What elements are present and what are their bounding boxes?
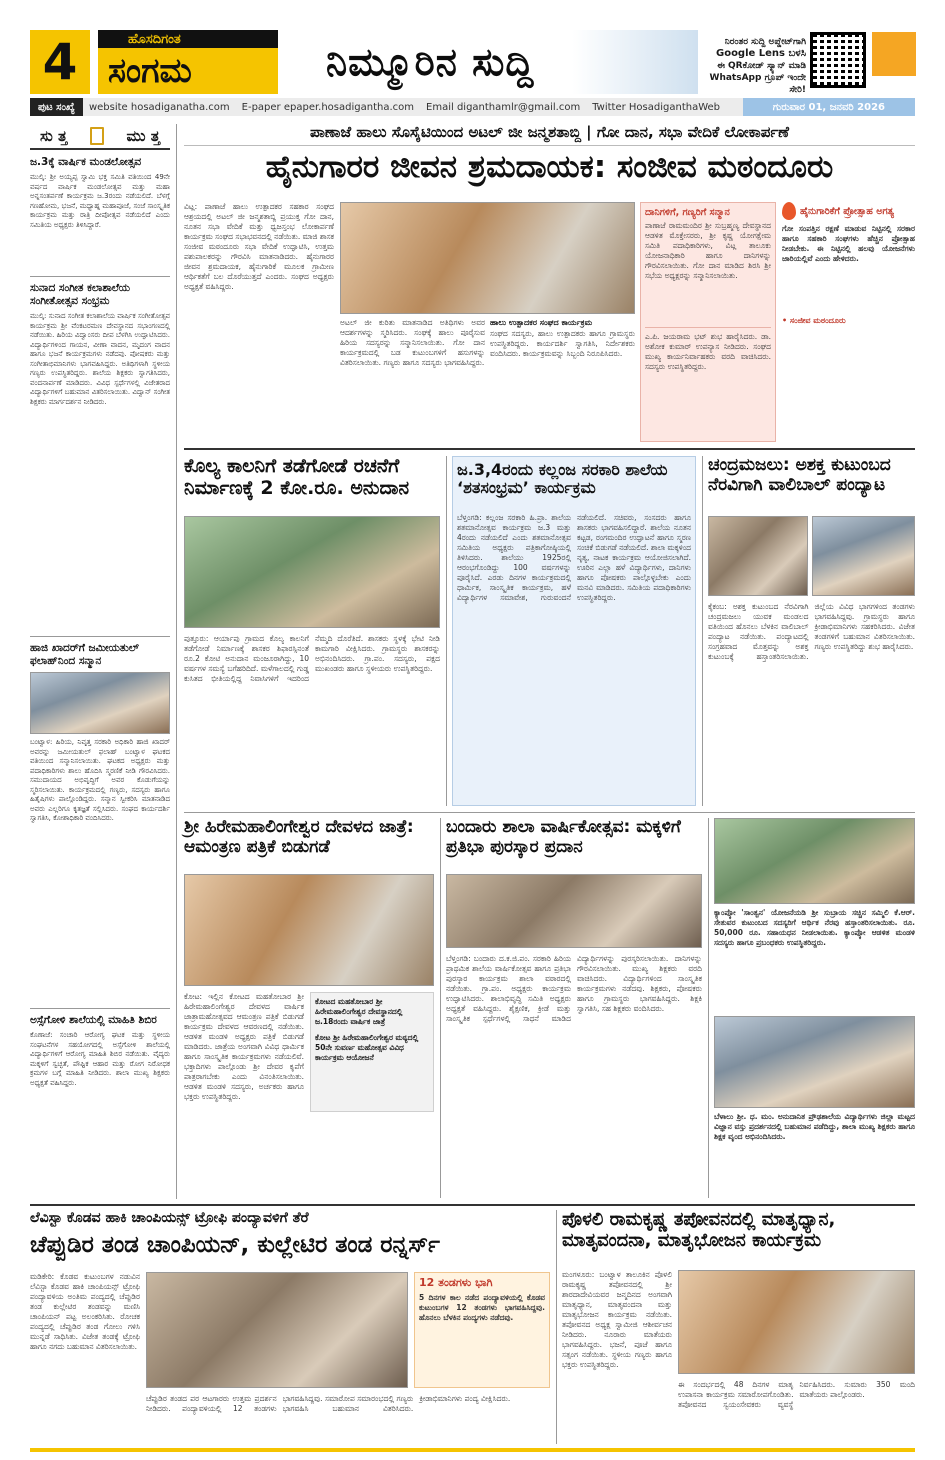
story8-box-title: 12 ತಂಡಗಳು ಭಾಗಿ [419, 1276, 493, 1289]
story3-headline: ಜ.3,4ರಂದು ಕಲ್ಲಂಜ ಸರಕಾರಿ ಶಾಲೆಯ ‘ಶತಸಂಭ್ರಮ’ ಕಾರ್ಯಕ್ರಮ [457, 460, 668, 498]
lead-photo [340, 202, 635, 314]
story9-body: ಮಂಗಳೂರು: ಬಂಟ್ವಾಳ ತಾಲೂಕಿನ ಪೊಳಲಿ ರಾಮಕೃಷ್ಣ ತಪೋವನದಲ್ಲಿ ಶ್ರೀ ಶಾರದಾದೇವಿಯವರ ಜನ್ಮದಿನದ ಅಂಗವಾಗಿ ಮಾತೃಧ್ಯಾನ, ಮಾತೃವಂದನಾ ಮತ್ತು ಮಾತೃಭೋಜನ ಕಾರ್ಯಕ್ರಮ ನಡೆಯಿತು. ತಪೋವನದ ಅಧ್ಯಕ್ಷ ಸ್ವಾಮೀಜಿ ಆಶೀರ್ವಚನ ನೀಡಿದರು. ನೂರಾರು ಮಾತೆಯರು ಭಾಗವಹಿಸಿದ್ದರು. ಭಜನೆ, ಪೂಜೆ ಹಾಗೂ ಸತ್ಸಂಗ ನಡೆಯಿತು. ಸ್ಥಳೀಯ ಗಣ್ಯರು ಹಾಗೂ ಭಕ್ತರು ಉಪಸ್ಥಿತರಿದ್ದರು. [562, 1270, 672, 1369]
story3-box [452, 456, 696, 806]
story8-box [414, 1272, 550, 1388]
sidebar-headline: ಜ.3ಕ್ಕೆ ವಾರ್ಷಿಕ ಮಂಡಲೋತ್ಸವ [30, 156, 142, 168]
col-rule [440, 818, 441, 1198]
qr-line: ನಿರಂತರ ಸುದ್ದಿ ಅಪ್ಡೇಟ್‌ಗಾಗಿ [724, 37, 806, 47]
qr-promo-text [690, 36, 806, 96]
sidebox-body: ಪಾಣಾಜೆ ರಾಮಮಂದಿರ ಶ್ರೀ ಸುಬ್ರಹ್ಮಣ್ಯ ದೇವಸ್ಥಾನದ ಆಡಳಿತ ಮೊಕ್ತೇಸರರು, ಶ್ರೀ ಕೃಷ್ಣ ಯೋಗಕ್ಷೇಮ ಸಮಿತಿ ಪದಾಧಿಕಾರಿಗಳು, ವಿಟ್ಲ ತಾಲೂಕು ಯೋಜನಾಧಿಕಾರಿ ಹಾಗೂ ದಾನಿಗಳನ್ನು ಗೌರವಿಸಲಾಯಿತು. ಗೋ ದಾನ ಮಾಡಿದ ಶಿರಸಿ ಶ್ರೀ ಸಭೆಯ ಅಧ್ಯಕ್ಷರನ್ನು ಸನ್ಮಾನಿಸಲಾಯಿತು. [645, 221, 771, 280]
qr-line: ಈ QRಕೋಡ್ ಸ್ಕ್ಯಾನ್ ಮಾಡಿ [717, 61, 806, 71]
story5-photo [184, 874, 434, 986]
story8-box-body: 5 ದಿನಗಳ ಕಾಲ ನಡೆದ ಪಂದ್ಯಾವಳಿಯಲ್ಲಿ ಕೊಡವ ಕುಟುಂಬಗಳ 12 ತಂಡಗಳು ಭಾಗವಹಿಸಿದ್ದವು. ಹೊನಲು ಬೆಳಕಿನ ಪಂದ್ಯಗಳು ನಡೆದವು. [419, 1292, 545, 1322]
qr-code-icon[interactable] [810, 32, 866, 88]
lead-sidebox [640, 202, 776, 442]
qr-line: WhatsApp ಗ್ರೂಪ್ ಇಂದೇ ಸೇರಿ! [709, 73, 806, 95]
epaper-link[interactable]: E-paper epaper.hosadigantha.com [241, 101, 415, 113]
col-rule [556, 1210, 557, 1444]
story2-photo [184, 516, 440, 628]
story5-box-item: ಕೋಟ ಶ್ರೀ ಹಿರೇಮಹಾಲಿಂಗೇಶ್ವರ ಮಠ್ಯದಲ್ಲಿ 50ನೇ ಸುವರ್ಣ ಮಹೋತ್ಸವ ವಿವಿಧ ಕಾರ್ಯಕ್ರಮ ಆಯೋಜನೆ [315, 1033, 419, 1062]
story3-body: ಬೆಳ್ತಂಗಡಿ: ಕಲ್ಲಂಜ ಸರಕಾರಿ ಹಿ.ಪ್ರಾ. ಶಾಲೆಯ ಶತಮಾನೋತ್ಸವ ಕಾರ್ಯಕ್ರಮ ಜ.3 ಮತ್ತು 4ರಂದು ನಡೆಯಲಿದೆ ಎಂದು ಶತಮಾನೋತ್ಸವ ಸಮಿತಿಯ ಅಧ್ಯಕ್ಷರು ಪತ್ರಿಕಾಗೋಷ್ಠಿಯಲ್ಲಿ ತಿಳಿಸಿದರು. ಶಾಲೆಯು 1925ರಲ್ಲಿ ಆರಂಭಗೊಂಡಿದ್ದು 100 ವರ್ಷಗಳನ್ನು ಪೂರೈಸಿದೆ. ಎರಡು ದಿನಗಳ ಕಾರ್ಯಕ್ರಮದಲ್ಲಿ ಧಾರ್ಮಿಕ, ಸಾಂಸ್ಕೃತಿಕ ಕಾರ್ಯಕ್ರಮ, ಹಳೆ ವಿದ್ಯಾರ್ಥಿಗಳ ಸಮಾವೇಶ, ಗುರುವಂದನೆ ನಡೆಯಲಿದೆ. ಸಚಿವರು, ಸಂಸದರು ಹಾಗೂ ಶಾಸಕರು ಭಾಗವಹಿಸಲಿದ್ದಾರೆ. ಶಾಲೆಯ ನೂತನ ಕಟ್ಟಡ, ರಂಗಮಂದಿರ ಉದ್ಘಾಟನೆ ಹಾಗೂ ಸ್ಮರಣ ಸಂಚಿಕೆ ಬಿಡುಗಡೆ ನಡೆಯಲಿದೆ. ಶಾಲಾ ಮಕ್ಕಳಿಂದ ನೃತ್ಯ, ನಾಟಕ ಕಾರ್ಯಕ್ರಮ ಆಯೋಜಿಸಲಾಗಿದೆ. ಊರಿನ ಎಲ್ಲಾ ಹಳೆ ವಿದ್ಯಾರ್ಥಿಗಳು, ದಾನಿಗಳು ಹಾಗೂ ಪೋಷಕರು ಪಾಲ್ಗೊಳ್ಳಬೇಕು ಎಂದು ಮನವಿ ಮಾಡಿದರು. ಸಮಿತಿಯ ಪದಾಧಿಕಾರಿಗಳು ಉಪಸ್ಥಿತರಿದ್ದರು. [457, 513, 691, 602]
story2-headline: ಕೊಲ್ಯ ಕಾಲನಿಗೆ ತಡೆಗೋಡೆ ರಚನೆಗೆ ನಿರ್ಮಾಣಕ್ಕೆ 2 ಕೋ.ರೂ. ಅನುದಾನ [184, 455, 410, 499]
story8-kicker: ಲೆವಿಸ್ಟಾ ಕೊಡವ ಹಾಕಿ ಚಾಂಪಿಯನ್ಸ್ ಟ್ರೋಫಿ ಪಂದ್ಯಾವಳಿಗೆ ತೆರೆ [30, 1210, 309, 1226]
divider [30, 1204, 915, 1206]
story4-photo [812, 516, 915, 596]
footer-band [30, 1448, 915, 1452]
quote-body: ಗೋ ಸಂಪತ್ತಿನ ರಕ್ಷಣೆ ಮಾಡುವ ನಿಟ್ಟಿನಲ್ಲಿ ಸರಕಾರ ಹಾಗೂ ಸಹಕಾರಿ ಸಂಘಗಳು ಹೆಚ್ಚಿನ ಪ್ರೋತ್ಸಾಹ ನೀಡಬೇಕು. ಈ ನಿಟ್ಟಿನಲ್ಲಿ ಹಲವು ಯೋಜನೆಗಳು ಜಾರಿಯಲ್ಲಿವೆ ಎಂದು ಹೇಳಿದರು. [782, 224, 915, 263]
story7-photo [714, 818, 915, 904]
divider [30, 276, 170, 277]
story7-caption: ಬೆಳಾಲು ಶ್ರೀ. ಧ. ಮಂ. ಅನುದಾನಿತ ಪ್ರೌಢಶಾಲೆಯ ವಿದ್ಯಾರ್ಥಿಗಳು ಜಿಲ್ಲಾ ಮಟ್ಟದ ವಿಜ್ಞಾನ ವಸ್ತು ಪ್ರದರ್ಶನದಲ್ಲಿ ಬಹುಮಾನ ಪಡೆದಿದ್ದು, ಶಾಲಾ ಮುಖ್ಯ ಶಿಕ್ಷಕರು ಹಾಗೂ ಶಿಕ್ಷಕ ವೃಂದ ಅಭಿನಂದಿಸಿದರು. [714, 1112, 915, 1141]
lead-caption: ಹಾಲು ಉತ್ಪಾದಕರ ಸಂಘದ ಕಾರ್ಯಕ್ರಮ [490, 318, 593, 327]
divider [184, 448, 915, 450]
qr-line: Google Lens ಬಳಸಿ [715, 48, 806, 59]
masthead: ನಿಮ್ಮೂರಿನ ಸುದ್ದಿ [278, 30, 698, 94]
brand-top: ಹೊಸದಿಗಂತ [98, 30, 278, 48]
email-link[interactable]: Email diganthamlr@gmail.com [426, 101, 581, 113]
col-rule [702, 456, 703, 806]
page-number: 4 [42, 33, 78, 91]
divider [30, 636, 170, 637]
story8-photo [146, 1272, 408, 1388]
info-bar [30, 98, 915, 116]
quote-credit: • ಸಂಜೀವ ಮಠಂದೂರು [782, 316, 846, 325]
story6-body: ಬೆಳ್ತಂಗಡಿ: ಬಂದಾರು ದ.ಕ.ಜಿ.ಪಂ. ಸರಕಾರಿ ಹಿರಿಯ ಪ್ರಾಥಮಿಕ ಶಾಲೆಯ ವಾರ್ಷಿಕೋತ್ಸವ ಹಾಗೂ ಪ್ರತಿಭಾ ಪುರಸ್ಕಾರ ಕಾರ್ಯಕ್ರಮ ಶಾಲಾ ವಠಾರದಲ್ಲಿ ನಡೆಯಿತು. ಗ್ರಾ.ಪಂ. ಅಧ್ಯಕ್ಷರು ಕಾರ್ಯಕ್ರಮ ಉದ್ಘಾಟಿಸಿದರು. ಶಾಲಾಭಿವೃದ್ಧಿ ಸಮಿತಿ ಅಧ್ಯಕ್ಷರು ಅಧ್ಯಕ್ಷತೆ ವಹಿಸಿದ್ದರು. ಶೈಕ್ಷಣಿಕ, ಕ್ರೀಡೆ ಮತ್ತು ಸಾಂಸ್ಕೃತಿಕ ಸ್ಪರ್ಧೆಗಳಲ್ಲಿ ಸಾಧನೆ ಮಾಡಿದ ವಿದ್ಯಾರ್ಥಿಗಳನ್ನು ಪುರಸ್ಕರಿಸಲಾಯಿತು. ದಾನಿಗಳನ್ನು ಗೌರವಿಸಲಾಯಿತು. ಮುಖ್ಯ ಶಿಕ್ಷಕರು ವರದಿ ವಾಚಿಸಿದರು. ವಿದ್ಯಾರ್ಥಿಗಳಿಂದ ಸಾಂಸ್ಕೃತಿಕ ಕಾರ್ಯಕ್ರಮಗಳು ನಡೆದವು. ಶಿಕ್ಷಕರು, ಪೋಷಕರು ಹಾಗೂ ಗ್ರಾಮಸ್ಥರು ಭಾಗವಹಿಸಿದ್ದರು. ಶಿಕ್ಷಕಿ ಸ್ವಾಗತಿಸಿ, ಸಹ ಶಿಕ್ಷಕರು ವಂದಿಸಿದರು. [446, 954, 702, 1023]
story8-body: ಮಡಿಕೇರಿ: ಕೊಡವ ಕುಟುಂಬಗಳ ನಡುವಿನ ಲೆವಿಸ್ಟಾ ಕೊಡವ ಹಾಕಿ ಚಾಂಪಿಯನ್ಸ್ ಟ್ರೋಫಿ ಪಂದ್ಯಾವಳಿಯ ಅಂತಿಮ ಪಂದ್ಯದಲ್ಲಿ ಚೆಪ್ಪುಡಿರ ತಂಡ ಕುಲ್ಲೇಟಿರ ತಂಡವನ್ನು ಮಣಿಸಿ ಚಾಂಪಿಯನ್ ಪಟ್ಟ ಅಲಂಕರಿಸಿತು. ರೋಚಕ ಪಂದ್ಯದಲ್ಲಿ ಚೆಪ್ಪುಡಿರ ತಂಡ ಗೋಲು ಗಳಿಸಿ ಮುನ್ನಡೆ ಸಾಧಿಸಿತು. ವಿಜೇತ ತಂಡಕ್ಕೆ ಟ್ರೋಫಿ ಹಾಗೂ ನಗದು ಬಹುಮಾನ ವಿತರಿಸಲಾಯಿತು. [30, 1272, 140, 1351]
story6-headline: ಬಂದಾರು ಶಾಲಾ ವಾರ್ಷಿಕೋತ್ಸವ: ಮಕ್ಕಳಿಗೆ ಪ್ರತಿಭಾ ಪುರಸ್ಕಾರ ಪ್ರದಾನ [446, 817, 681, 857]
lead-body-left: ವಿಟ್ಲ: ಪಾಣಾಜೆ ಹಾಲು ಉತ್ಪಾದಕರ ಸಹಕಾರ ಸಂಘದ ಆಶ್ರಯದಲ್ಲಿ ಅಟಲ್ ಜೀ ಜನ್ಮಶತಾಬ್ದಿ ಪ್ರಯುಕ್ತ ಗೋ ದಾನ, ನೂತನ ಸಭಾ ವೇದಿಕೆ ಮತ್ತು ಧ್ವಜಸ್ತಂಭ ಲೋಕಾರ್ಪಣೆ ಕಾರ್ಯಕ್ರಮ ಸಂಘದ ಸಭಾಭವನದಲ್ಲಿ ನಡೆಯಿತು. ಮಾಜಿ ಶಾಸಕ ಸಂಜೀವ ಮಠಂದೂರು ಸಭಾ ವೇದಿಕೆ ಉದ್ಘಾಟಿಸಿ, ಉತ್ತಮ ಪಶುಪಾಲಕರನ್ನು ಗೌರವಿಸಿ ಮಾತನಾಡಿದರು. ಹೈನುಗಾರರ ಜೀವನ ಶ್ರಮದಾಯಕ, ಹೈನುಗಾರಿಕೆ ಮೂಲಕ ಗ್ರಾಮೀಣ ಆರ್ಥಿಕತೆಗೆ ಬಲ ದೊರೆಯುತ್ತದೆ ಎಂದರು. ಸಂಘದ ಅಧ್ಯಕ್ಷರು ಅಧ್ಯಕ್ಷತೆ ವಹಿಸಿದ್ದರು. [184, 202, 334, 291]
divider [30, 1008, 170, 1009]
col-rule [708, 818, 709, 1198]
twitter-link[interactable]: Twitter HosadiganthaWeb [592, 101, 721, 113]
story6-photo [446, 874, 702, 948]
story4-body: ಕೈಕಂಬ: ಅಶಕ್ತ ಕುಟುಂಬದ ನೆರವಿಗಾಗಿ ಚಂದ್ರಮಜಲು ಯುವಕ ಮಂಡಲದ ವತಿಯಿಂದ ಹೊನಲು ಬೆಳಕಿನ ವಾಲಿಬಾಲ್ ಪಂದ್ಯಾಟ ನಡೆಯಿತು. ಪಂದ್ಯಾಟದಲ್ಲಿ ಸಂಗ್ರಹವಾದ ಮೊತ್ತವನ್ನು ಅಶಕ್ತ ಕುಟುಂಬಕ್ಕೆ ಹಸ್ತಾಂತರಿಸಲಾಯಿತು. ಜಿಲ್ಲೆಯ ವಿವಿಧ ಭಾಗಗಳಿಂದ ತಂಡಗಳು ಭಾಗವಹಿಸಿದ್ದವು. ಗ್ರಾಮಸ್ಥರು ಹಾಗೂ ಕ್ರೀಡಾಭಿಮಾನಿಗಳು ಸಹಕರಿಸಿದರು. ವಿಜೇತ ತಂಡಗಳಿಗೆ ಬಹುಮಾನ ವಿತರಿಸಲಾಯಿತು. ಗಣ್ಯರು ಉಪಸ್ಥಿತರಿದ್ದು ಶುಭ ಹಾರೈಸಿದರು. [708, 602, 915, 661]
story4-headline: ಚಂದ್ರಮಜಲು: ಅಶಕ್ತ ಕುಟುಂಬದ ನೆರವಿಗಾಗಿ ವಾಲಿಬಾಲ್ ಪಂದ್ಯಾಟ [708, 455, 891, 495]
lead-caption-col [490, 318, 635, 441]
lead-quote [782, 202, 915, 442]
story5-box [310, 992, 434, 1112]
sidebar-body: ಕೊಣಾಜೆ: ಸಂಚಾರಿ ಆರೋಗ್ಯ ಘಟಕ ಮತ್ತು ಸ್ಥಳೀಯ ಸಂಘಟನೆಗಳ ಸಹಯೋಗದಲ್ಲಿ ಅಸ್ಸೆಗೋಳಿ ಶಾಲೆಯಲ್ಲಿ ವಿದ್ಯಾರ್ಥಿಗಳಿಗೆ ಆರೋಗ್ಯ ಮಾಹಿತಿ ಶಿಬಿರ ನಡೆಯಿತು. ವೈದ್ಯರು ಮಕ್ಕಳಿಗೆ ಸ್ವಚ್ಛತೆ, ಪೌಷ್ಟಿಕ ಆಹಾರ ಮತ್ತು ರೋಗ ನಿರೋಧಕ ಕ್ರಮಗಳ ಬಗ್ಗೆ ಮಾಹಿತಿ ನೀಡಿದರು. ಶಾಲಾ ಮುಖ್ಯ ಶಿಕ್ಷಕರು ಅಧ್ಯಕ್ಷತೆ ವಹಿಸಿದ್ದರು. [30, 1031, 170, 1087]
divider [184, 812, 915, 813]
quote-title: ಹೈನುಗಾರಿಕೆಗೆ ಪ್ರೋತ್ಸಾಹ ಅಗತ್ಯ [800, 205, 894, 217]
story4-photo [708, 516, 808, 596]
sidebar-headline: ಹಾಜಿ ಖಾದರ್‌ಗೆ ಜಮೀಯತುಲ್ ಫಲಾಹ್‌ನಿಂದ ಸನ್ಮಾನ [30, 642, 140, 667]
story5-body: ಕೋಟ: ಇಲ್ಲಿನ ಕೋಟದ ಮಹತೋಬಾರ ಶ್ರೀ ಹಿರೇಮಹಾಲಿಂಗೇಶ್ವರ ದೇವಳದ ವಾರ್ಷಿಕ ಜಾತ್ರಾಮಹೋತ್ಸವದ ಆಮಂತ್ರಣ ಪತ್ರಿಕೆ ಬಿಡುಗಡೆ ಕಾರ್ಯಕ್ರಮ ದೇವಳದ ಆವರಣದಲ್ಲಿ ನಡೆಯಿತು. ಆಡಳಿತ ಮಂಡಳಿ ಅಧ್ಯಕ್ಷರು ಪತ್ರಿಕೆ ಬಿಡುಗಡೆ ಮಾಡಿದರು. ಜಾತ್ರೆಯ ಅಂಗವಾಗಿ ವಿವಿಧ ಧಾರ್ಮಿಕ ಹಾಗೂ ಸಾಂಸ್ಕೃತಿಕ ಕಾರ್ಯಕ್ರಮಗಳು ನಡೆಯಲಿವೆ. ಭಕ್ತಾದಿಗಳು ಪಾಲ್ಗೊಂಡು ಶ್ರೀ ದೇವರ ಕೃಪೆಗೆ ಪಾತ್ರರಾಗಬೇಕು ಎಂದು ವಿನಂತಿಸಲಾಯಿತು. ಆಡಳಿತ ಮಂಡಳಿ ಸದಸ್ಯರು, ಅರ್ಚಕರು ಹಾಗೂ ಭಕ್ತರು ಉಪಸ್ಥಿತರಿದ್ದರು. [184, 992, 304, 1101]
story5-box-item: ಕೋಟದ ಮಹತೋಬಾರ ಶ್ರೀ ಹಿರೇಮಹಾಲಿಂಗೇಶ್ವರ ದೇವಸ್ಥಾನದಲ್ಲಿ ಜ.18ರಂದು ವಾರ್ಷಿಕ ಜಾತ್ರೆ [315, 997, 403, 1026]
lead-body-mid: ಅಟಲ್ ಜೀ ಕುರಿತು ಮಾತನಾಡಿದ ಅತಿಥಿಗಳು ಅವರ ಆದರ್ಶಗಳನ್ನು ಸ್ಮರಿಸಿದರು. ಸಂಘಕ್ಕೆ ಹಾಲು ಪೂರೈಸುವ ಹಿರಿಯ ಸದಸ್ಯರನ್ನು ಸನ್ಮಾನಿಸಲಾಯಿತು. ಗೋ ದಾನ ಕಾರ್ಯಕ್ರಮದಲ್ಲಿ ಬಡ ಕುಟುಂಬಗಳಿಗೆ ಹಸುಗಳನ್ನು ವಿತರಿಸಲಾಯಿತು. ಗಣ್ಯರು ಹಾಗೂ ಸದಸ್ಯರು ಭಾಗವಹಿಸಿದ್ದರು. [340, 318, 485, 367]
story2-body: ಪುತ್ತೂರು: ಆರ್ಯಾಪು ಗ್ರಾಮದ ಕೊಲ್ಯ ಕಾಲನಿಗೆ ತಡೆಗೋಡೆ ನಿರ್ಮಾಣಕ್ಕೆ ಶಾಸಕರ ಶಿಫಾರಸ್ಸಿನಂತೆ ರೂ.2 ಕೋಟಿ ಅನುದಾನ ಮಂಜೂರಾಗಿದ್ದು, 10 ವರ್ಷಗಳ ಸಮಸ್ಯೆ ಬಗೆಹರಿದಿದೆ. ಮಳೆಗಾಲದಲ್ಲಿ ಗುಡ್ಡ ಕುಸಿತದ ಭೀತಿಯಲ್ಲಿದ್ದ ನಿವಾಸಿಗಳಿಗೆ ಇದರಿಂದ ನೆಮ್ಮದಿ ದೊರೆತಿದೆ. ಶಾಸಕರು ಸ್ಥಳಕ್ಕೆ ಭೇಟಿ ನೀಡಿ ಕಾಮಗಾರಿ ವೀಕ್ಷಿಸಿದರು. ಗ್ರಾಮಸ್ಥರು ಶಾಸಕರನ್ನು ಅಭಿನಂದಿಸಿದರು. ಗ್ರಾ.ಪಂ. ಸದಸ್ಯರು, ಪಕ್ಷದ ಮುಖಂಡರು ಹಾಗೂ ಸ್ಥಳೀಯರು ಉಪಸ್ಥಿತರಿದ್ದರು. [184, 634, 440, 683]
story8-headline: ಚೆಪ್ಪುಡಿರ ತಂಡ ಚಾಂಪಿಯನ್, ಕುಲ್ಲೇಟಿರ ತಂಡ ರನ್ನರ್ಸ್ [30, 1232, 440, 1258]
sidebar-headline: ಸುನಾದ ಸಂಗೀತ ಕಲಾಶಾಲೆಯ ಸಂಗೀತೋತ್ಸವ ಸಂಭ್ರಮ [30, 282, 130, 307]
story5-headline: ಶ್ರೀ ಹಿರೇಮಹಾಲಿಂಗೇಶ್ವರ ದೇವಳದ ಜಾತ್ರೆ: ಆಮಂತ್ರಣ ಪತ್ರಿಕೆ ಬಿಡುಗಡೆ [184, 817, 414, 857]
sidebar-item [30, 156, 170, 241]
sidebar-body: ಮುಲ್ಕಿ: ಸುನಾದ ಸಂಗೀತ ಕಲಾಶಾಲೆಯ ವಾರ್ಷಿಕ ಸಂಗೀತೋತ್ಸವ ಕಾರ್ಯಕ್ರಮ ಶ್ರೀ ವೆಂಕಟರಮಣ ದೇವಸ್ಥಾನದ ಸಭಾಂಗಣದಲ್ಲಿ ನಡೆಯಿತು. ಹಿರಿಯ ವಿದ್ವಾಂಸರು ದೀಪ ಬೆಳಗಿಸಿ ಉದ್ಘಾಟಿಸಿದರು. ವಿದ್ಯಾರ್ಥಿಗಳಿಂದ ಗಾಯನ, ವೀಣಾ ವಾದನ, ಮೃದಂಗ ವಾದನ ಹಾಗೂ ಭಜನೆ ಕಾರ್ಯಕ್ರಮಗಳು ನಡೆದವು. ಪೋಷಕರು ಮತ್ತು ಸಂಗೀತಾಭಿಮಾನಿಗಳು ಭಾಗವಹಿಸಿದ್ದರು. ಅತಿಥಿಗಳಾಗಿ ಸ್ಥಳೀಯ ಗಣ್ಯರು ಉಪಸ್ಥಿತರಿದ್ದರು. ಶಾಲೆಯ ಶಿಕ್ಷಕರು ಸ್ವಾಗತಿಸಿದರು, ವಂದನಾರ್ಪಣೆ ಮಾಡಿದರು. ವಿವಿಧ ಸ್ಪರ್ಧೆಗಳಲ್ಲಿ ವಿಜೇತರಾದ ವಿದ್ಯಾರ್ಥಿಗಳಿಗೆ ಬಹುಮಾನ ವಿತರಿಸಲಾಯಿತು. ವಿದ್ವಾನ್ ಸಂಗೀತ ಶಿಕ್ಷಕರು ಮಾರ್ಗದರ್ಶನ ನೀಡಿದರು. [30, 312, 170, 406]
sidebar-body: ಬಂಟ್ವಾಳ: ಹಿರಿಯ, ನಿವೃತ್ತ ಸರಕಾರಿ ಅಧಿಕಾರಿ ಹಾಜಿ ಖಾದರ್ ಅವರನ್ನು ಜಮೀಯತುಲ್ ಫಲಾಹ್ ಬಂಟ್ವಾಳ ಘಟಕದ ವತಿಯಿಂದ ಸನ್ಮಾನಿಸಲಾಯಿತು. ಘಟಕದ ಅಧ್ಯಕ್ಷರು ಮತ್ತು ಪದಾಧಿಕಾರಿಗಳು ಶಾಲು ಹೊದಿಸಿ ಸ್ಮರಣಿಕೆ ನೀಡಿ ಗೌರವಿಸಿದರು. ಸಮುದಾಯದ ಅಭಿವೃದ್ಧಿಗೆ ಅವರ ಕೊಡುಗೆಯನ್ನು ಸ್ಮರಿಸಲಾಯಿತು. ಕಾರ್ಯಕ್ರಮದಲ್ಲಿ ಗಣ್ಯರು, ಸದಸ್ಯರು ಹಾಗೂ ಹಿತೈಷಿಗಳು ಪಾಲ್ಗೊಂಡಿದ್ದರು. ಸನ್ಮಾನ ಸ್ವೀಕರಿಸಿ ಮಾತನಾಡಿದ ಅವರು ಎಲ್ಲರಿಗೂ ಕೃತಜ್ಞತೆ ಸಲ್ಲಿಸಿದರು. ಸಂಘದ ಕಾರ್ಯದರ್ಶಿ ಸ್ವಾಗತಿಸಿ, ಕೋಶಾಧಿಕಾರಿ ವಂದಿಸಿದರು. [30, 738, 170, 822]
lead-kicker: ಪಾಣಾಜೆ ಹಾಲು ಸೊಸೈಟಿಯಿಂದ ಅಟಲ್ ಜೀ ಜನ್ಮಶತಾಬ್ದಿ | ಗೋ ದಾನ, ಸಭಾ ವೇದಿಕೆ ಲೋಕಾರ್ಪಣೆ [184, 124, 915, 146]
story7-photo [714, 1016, 915, 1108]
lead-headline: ಹೈನುಗಾರರ ಜೀವನ ಶ್ರಮದಾಯಕ: ಸಂಜೀವ ಮಠಂದೂರು [265, 149, 834, 185]
brand-section: ಸಂಗಮ [98, 48, 278, 94]
issue-date: ಗುರುವಾರ 01, ಜನವರಿ 2026 [743, 98, 915, 116]
section-label [30, 124, 170, 150]
section-label-left: ಸು ತ್ತ [40, 127, 68, 145]
story8-body2: ಚೆಪ್ಪುಡಿರ ತಂಡದ ಪರ ಆಟಗಾರರು ಉತ್ತಮ ಪ್ರದರ್ಶನ ನೀಡಿದರು. ಪಂದ್ಯಾವಳಿಯಲ್ಲಿ 12 ತಂಡಗಳು ಭಾಗವಹಿಸಿದ್ದವು. ಸಮಾರೋಪ ಸಮಾರಂಭದಲ್ಲಿ ಗಣ್ಯರು ಭಾಗವಹಿಸಿ ಬಹುಮಾನ ವಿತರಿಸಿದರು. ಕ್ರೀಡಾಭಿಮಾನಿಗಳು ಪಂದ್ಯ ವೀಕ್ಷಿಸಿದರು. [146, 1394, 511, 1413]
story7-caption: ಕ್ಯಾಂಪ್ಕೋ 'ಸಾಂತ್ವನ' ಯೋಜನೆಯಡಿ ಶ್ರೀ ಸುಬ್ರಾಯ ಸಚ್ಚಿನ ಸಮ್ಮಿಲಿ ಕೆ.ಆರ್. ಸೇತುವರ ಕುಟುಂಬದ ಸದಸ್ಯರಿಗೆ ಆರ್ಥಿಕ ನೆರವು ಹಸ್ತಾಂತರಿಸಲಾಯಿತು. ರೂ. 50,000 ರೂ. ಸಹಾಯಧನ ನೀಡಲಾಯಿತು. ಕ್ಯಾಂಪ್ಕೋ ಆಡಳಿತ ಮಂಡಳಿ ಸದಸ್ಯರು ಹಾಗೂ ಪ್ರಬಂಧಕರು ಉಪಸ್ಥಿತರಿದ್ದರು. [714, 908, 915, 947]
story9-headline: ಪೊಳಲಿ ರಾಮಕೃಷ್ಣ ತಪೋವನದಲ್ಲಿ ಮಾತೃಧ್ಯಾನ, ಮಾತೃವಂದನಾ, ಮಾತೃಭೋಜನ ಕಾರ್ಯಕ್ರಮ [562, 1209, 836, 1251]
story9-body2: ಈ ಸಂದರ್ಭದಲ್ಲಿ 48 ದಿನಗಳ ಮಾತೃ ಉಪಾಸನಾ ಕಾರ್ಯಕ್ರಮ ಸಮಾರೋಪಗೊಂಡಿತು. ತಪೋವನದ ಸ್ವಯಂಸೇವಕರು ವ್ಯವಸ್ಥೆ ನಿರ್ವಹಿಸಿದರು. ಸುಮಾರು 350 ಮಂದಿ ಮಾತೆಯರು ಪಾಲ್ಗೊಂಡರು. [678, 1380, 915, 1409]
website-link[interactable]: website hosadiganatha.com [88, 101, 230, 113]
page-tag: ಪುಟ ಸಂಖ್ಯೆ [30, 98, 83, 116]
sidebox-extra: ಎ.ಪಿ. ಜಯರಾಮ ಭಟ್ ಶುಭ ಹಾರೈಸಿದರು. ಡಾ. ಅಶೋಕ ಕುಮಾರ್ ಉಪನ್ಯಾಸ ನೀಡಿದರು. ಸಂಘದ ಮುಖ್ಯ ಕಾರ್ಯನಿರ್ವಾಹಕರು ವರದಿ ವಾಚಿಸಿದರು. ಸದಸ್ಯರು ಉಪಸ್ಥಿತರಿದ್ದರು. [645, 327, 771, 439]
section-book-icon [90, 127, 104, 145]
sidebar-item [30, 282, 170, 602]
story9-photo [678, 1270, 915, 1374]
sidebar-photo [30, 672, 170, 734]
sidebar-body: ಮುಲ್ಕಿ: ಶ್ರೀ ಅಯ್ಯಪ್ಪ ಸ್ವಾಮಿ ಭಕ್ತ ಸಮಿತಿ ವತಿಯಿಂದ 49ನೇ ವರ್ಷದ ವಾರ್ಷಿಕ ಮಂಡಲೋತ್ಸವ ಮತ್ತು ಮಹಾ ಅನ್ನಸಂತರ್ಪಣೆ ಕಾರ್ಯಕ್ರಮ ಜ.3ರಂದು ನಡೆಯಲಿದೆ. ಬೆಳಗ್ಗೆ ಗಣಹೋಮ, ಭಜನೆ, ಮಧ್ಯಾಹ್ನ ಮಹಾಪೂಜೆ, ಸಂಜೆ ಸಾಂಸ್ಕೃತಿಕ ಕಾರ್ಯಕ್ರಮ ಮತ್ತು ರಾತ್ರಿ ದೀಪೋತ್ಸವ ನಡೆಯಲಿದೆ ಎಂದು ಸಮಿತಿಯ ಅಧ್ಯಕ್ಷರು ತಿಳಿಸಿದ್ದಾರೆ. [30, 173, 170, 229]
sidebox-title: ದಾನಿಗಳಿಗೆ, ಗಣ್ಯರಿಗೆ ಸನ್ಮಾನ [645, 207, 730, 218]
corner-tab [872, 32, 916, 76]
drop-icon [782, 202, 796, 220]
sidebar-item [30, 642, 170, 1000]
sidebar-headline: ಅಸ್ಸೆಗೋಳಿ ಶಾಲೆಯಲ್ಲಿ ಮಾಹಿತಿ ಶಿಬಿರ [30, 1014, 157, 1026]
sidebar-rule [176, 124, 177, 1199]
sidebar-item [30, 1014, 170, 1181]
col-rule [446, 456, 447, 806]
page-number-box [30, 30, 90, 94]
lead-body-right: ಸಂಘದ ಸದಸ್ಯರು, ಹಾಲು ಉತ್ಪಾದಕರು ಹಾಗೂ ಗ್ರಾಮಸ್ಥರು ಉಪಸ್ಥಿತರಿದ್ದರು. ಕಾರ್ಯದರ್ಶಿ ಸ್ವಾಗತಿಸಿ, ನಿರ್ದೇಶಕರು ವಂದಿಸಿದರು. ಕಾರ್ಯಕ್ರಮವನ್ನು ಸಿಬ್ಬಂದಿ ನಿರೂಪಿಸಿದರು. [490, 329, 635, 359]
section-label-right: ಮು ತ್ತ [126, 127, 160, 145]
